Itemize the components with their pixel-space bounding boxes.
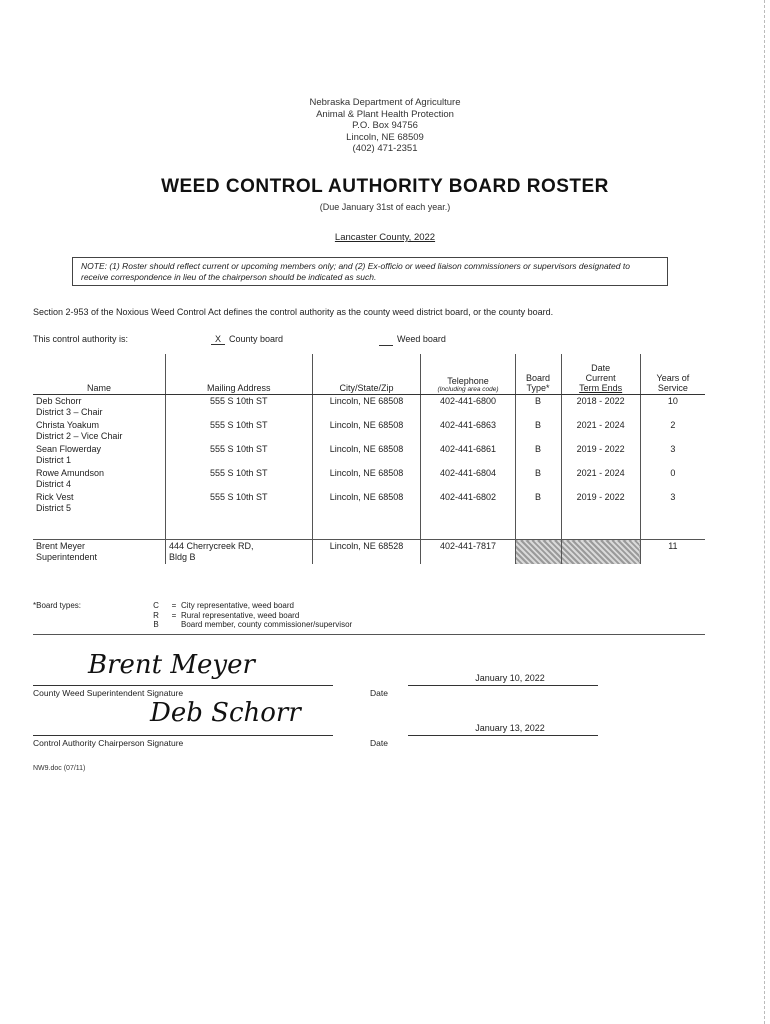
member-name-cell [33,395,166,420]
table-row [33,395,705,420]
col-phone-sub: (Including area code) [437,386,499,393]
superintendent-term-shaded [561,540,640,565]
col-term-1: Date [591,363,611,373]
member-type: B [515,443,561,467]
member-address-text: 555 S 10th ST [209,492,268,502]
member-phone: 402-441-6802 [421,491,515,515]
col-city: City/State/Zip [312,354,421,395]
roster-header-row [33,354,705,395]
superintendent-address-1: 444 Cherrycreek RD, [169,541,254,551]
form-footer: NW9.doc (07/11) [33,765,86,772]
col-years [640,354,705,395]
board-type-row [33,620,352,630]
member-years: 3 [670,492,676,502]
member-district: District 1 [36,455,72,465]
board-type-row [33,601,352,611]
blank-cell [312,515,421,540]
member-city: Lincoln, NE 68508 [312,443,421,467]
superintendent-title: Superintendent [36,552,98,562]
weed-board-mark [379,334,393,346]
board-type-eq: = [171,610,177,620]
member-address [166,395,312,420]
chairperson-date-line [408,735,598,736]
roster-note: NOTE: (1) Roster should reflect current or upcoming members only; and (2) Ex-officio or weed liaison commissioners or supervisors designated to receive correspondence in lieu of the chairperson should be indicated as such. [72,257,668,285]
due-note: (Due January 31st of each year.) [319,202,451,212]
member-address-text: 555 S 10th ST [209,396,268,406]
blank-cell [33,515,166,540]
blank-cell [640,515,705,540]
col-term-2: Current [585,373,616,383]
board-type-code: R [153,610,159,620]
member-address-text: 555 S 10th ST [209,444,268,454]
member-city: Lincoln, NE 68508 [312,467,421,491]
agency-city: Lincoln, NE 68509 [346,131,424,143]
member-type: B [515,419,561,443]
page-title: WEED CONTROL AUTHORITY BOARD ROSTER [161,176,609,197]
superintendent-row [33,540,705,565]
superintendent-date-label: Date [370,688,388,698]
member-district: District 2 – Vice Chair [36,431,123,441]
member-name-cell [33,491,166,515]
note-divider [72,285,668,286]
member-district: District 3 – Chair [36,407,103,417]
member-type: B [515,467,561,491]
table-row-blank [33,515,705,540]
member-phone: 402-441-6804 [421,467,515,491]
member-district: District 5 [36,503,72,513]
blank-cell [561,515,640,540]
board-type-eq [167,620,181,630]
col-address: Mailing Address [166,354,312,395]
board-types-label: *Board types: [33,601,82,610]
blank-cell [515,515,561,540]
agency-header [0,97,770,155]
member-phone: 402-441-6861 [421,443,515,467]
chairperson-date: January 13, 2022 [475,723,545,733]
chairperson-sig-label: Control Authority Chairperson Signature [33,738,184,748]
member-phone: 402-441-6863 [421,419,515,443]
board-type-row [33,611,352,621]
table-row [33,491,705,515]
member-term: 2021 - 2024 [561,467,640,491]
county-board-label: County board [229,334,284,344]
member-address-text: 555 S 10th ST [209,420,268,430]
member-term: 2019 - 2022 [561,491,640,515]
member-years: 3 [670,444,676,454]
member-name: Deb Schorr [36,396,82,406]
superintendent-years: 11 [640,540,705,565]
member-name: Christa Yoakum [36,420,100,430]
agency-po-box: P.O. Box 94756 [352,120,418,131]
col-board-type: Board Type* [515,354,561,395]
member-term: 2021 - 2024 [561,419,640,443]
member-city: Lincoln, NE 68508 [312,491,421,515]
board-type-eq: = [171,601,177,610]
col-name: Name [33,354,166,395]
member-name-cell [33,467,166,491]
member-address [166,419,312,443]
superintendent-sig-label: County Weed Superintendent Signature [33,688,184,698]
board-types-legend [33,601,352,630]
superintendent-type-shaded [515,540,561,565]
county-line [0,232,770,243]
member-city: Lincoln, NE 68508 [312,395,421,420]
member-name: Rowe Amundson [36,468,105,478]
blank-cell [421,515,515,540]
col-phone [421,354,515,395]
member-address [166,467,312,491]
superintendent-sig-line [33,685,333,686]
member-years: 10 [667,396,678,406]
member-name-cell [33,443,166,467]
table-row [33,443,705,467]
board-types-spacer [33,620,145,630]
legend-divider [33,634,705,635]
blank-cell [166,515,312,540]
county-year: Lancaster County, 2022 [334,232,436,243]
section-text: Section 2-953 of the Noxious Weed Control Act defines the control authority as the county weed district board, or the county board. [33,307,554,317]
col-phone-label: Telephone [447,376,489,386]
weed-board-label: Weed board [397,334,446,344]
superintendent-signature: Brent Meyer [88,650,255,680]
superintendent-name-cell [33,540,166,565]
member-years: 0 [670,468,676,478]
member-name: Rick Vest [36,492,74,502]
superintendent-address [166,540,312,565]
agency-name: Nebraska Department of Agriculture [309,97,461,108]
member-term: 2019 - 2022 [561,443,640,467]
roster-table [33,354,705,564]
board-type-code: C [153,601,159,610]
county-board-mark: X [211,334,225,345]
member-years: 2 [670,420,676,430]
chairperson-sig-line [33,735,333,736]
chairperson-signature: Deb Schorr [150,698,301,728]
member-city: Lincoln, NE 68508 [312,419,421,443]
col-years-1: Years of [656,373,690,383]
superintendent-phone: 402-441-7817 [421,540,515,565]
superintendent-date: January 10, 2022 [475,673,545,683]
member-district: District 4 [36,479,72,489]
scan-edge [764,0,766,1024]
member-phone: 402-441-6800 [421,395,515,420]
board-type-desc: City representative, weed board [181,601,294,610]
member-type: B [515,395,561,420]
superintendent-city: Lincoln, NE 68528 [312,540,421,565]
superintendent-address-2: Bldg B [169,552,196,562]
member-address-text: 555 S 10th ST [209,468,268,478]
superintendent-name: Brent Meyer [36,541,86,551]
authority-label: This control authority is: [33,334,129,344]
agency-phone: (402) 471-2351 [352,143,418,154]
member-name-cell [33,419,166,443]
member-address [166,443,312,467]
chairperson-date-label: Date [370,738,388,748]
superintendent-date-line [408,685,598,686]
table-row [33,419,705,443]
board-type-desc: Board member, county commissioner/supervisor [181,620,353,629]
member-address [166,491,312,515]
member-name: Sean Flowerday [36,444,102,454]
member-term: 2018 - 2022 [561,395,640,420]
table-row [33,467,705,491]
board-types-spacer [33,611,145,621]
board-type-desc: Rural representative, weed board [181,610,300,620]
col-term [561,354,640,395]
member-type: B [515,491,561,515]
col-term-3: Term Ends [579,383,623,393]
board-type-code: B [153,620,159,629]
agency-division: Animal & Plant Health Protection [316,108,454,120]
col-years-2: Service [657,383,688,393]
authority-line [33,334,753,348]
roster-body [33,395,705,565]
